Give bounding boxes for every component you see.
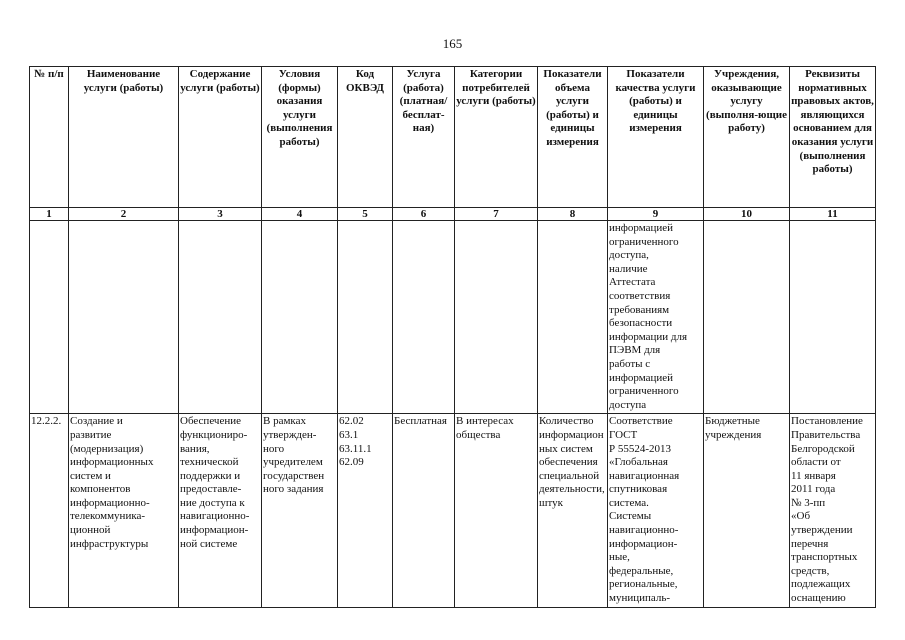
header-institutions: Учреждения, оказывающие услугу (выполня-ющие работу) xyxy=(704,67,790,208)
table-row-continuation xyxy=(30,221,876,414)
column-number: 5 xyxy=(338,208,393,221)
table-row-12-2-2 xyxy=(30,414,876,607)
table-cell xyxy=(393,221,455,414)
column-number: 2 xyxy=(69,208,179,221)
header-conditions: Условия (формы) оказания услуги (выполнения работы) xyxy=(262,67,338,208)
table-cell xyxy=(262,221,338,414)
table-cell xyxy=(69,221,179,414)
service-name: Создание и развитие (модернизация) информационных систем и компонентов информационно- телекоммуника- ционной инфраструктуры xyxy=(69,414,179,607)
column-number: 1 xyxy=(30,208,69,221)
column-number: 9 xyxy=(608,208,704,221)
column-numbers-row xyxy=(30,208,876,221)
header-okved: Код ОКВЭД xyxy=(338,67,393,208)
column-number: 10 xyxy=(704,208,790,221)
header-number: № п/п xyxy=(30,67,69,208)
table-cell xyxy=(538,221,608,414)
row-number: 12.2.2. xyxy=(30,414,69,607)
column-number: 7 xyxy=(455,208,538,221)
header-legal-acts: Реквизиты нормативных правовых актов, являющихся основанием для оказания услуги (выполнения работы) xyxy=(790,67,876,208)
table-cell xyxy=(704,221,790,414)
header-consumers: Категории потребителей услуги (работы) xyxy=(455,67,538,208)
paid-free: Бесплатная xyxy=(393,414,455,607)
column-number: 11 xyxy=(790,208,876,221)
table-cell xyxy=(338,221,393,414)
volume-indicators: Количество информацион ных систем обеспечения специальной деятельности, штук xyxy=(538,414,608,607)
consumer-categories: В интересах общества xyxy=(455,414,538,607)
column-number: 4 xyxy=(262,208,338,221)
column-number: 3 xyxy=(179,208,262,221)
column-number: 8 xyxy=(538,208,608,221)
table-cell xyxy=(179,221,262,414)
quality-continuation-text: информацией ограниченного доступа, наличие Аттестата соответствия требованиям безопасности информации для ПЭВМ для работы с информацией ограниченного доступа xyxy=(608,221,704,414)
header-volume-indicators: Показатели объема услуги (работы) и единицы измерения xyxy=(538,67,608,208)
table-cell xyxy=(30,221,69,414)
page-number: 165 xyxy=(442,36,463,51)
legal-acts: Постановление Правительства Белгородской области от 11 января 2011 года № 3-пп «Об утверждении перечня транспортных средств, подлежащих оснащению xyxy=(790,414,876,607)
column-number: 6 xyxy=(393,208,455,221)
header-row xyxy=(30,67,876,208)
header-service-content: Содержание услуги (работы) xyxy=(179,67,262,208)
header-quality-indicators: Показатели качества услуги (работы) и единицы измерения xyxy=(608,67,704,208)
services-table xyxy=(29,66,876,608)
header-service-name: Наименование услуги (работы) xyxy=(69,67,179,208)
quality-indicators: Соответствие ГОСТ Р 55524-2013 «Глобальная навигационная спутниковая система. Системы навигационно- информацион- ные, федеральные, региональные, муниципаль- xyxy=(608,414,704,607)
service-content: Обеспечение функциониро- вания, технической поддержки и предоставле- ние доступа к навигационно- информацион- ной системе xyxy=(179,414,262,607)
table-cell xyxy=(790,221,876,414)
okved-codes: 62.02 63.1 63.11.1 62.09 xyxy=(338,414,393,607)
institutions: Бюджетные учреждения xyxy=(704,414,790,607)
header-paid-free: Услуга (работа) (платная/ бесплат-ная) xyxy=(393,67,455,208)
service-conditions: В рамках утвержден- ного учредителем государствен ного задания xyxy=(262,414,338,607)
table-cell xyxy=(455,221,538,414)
